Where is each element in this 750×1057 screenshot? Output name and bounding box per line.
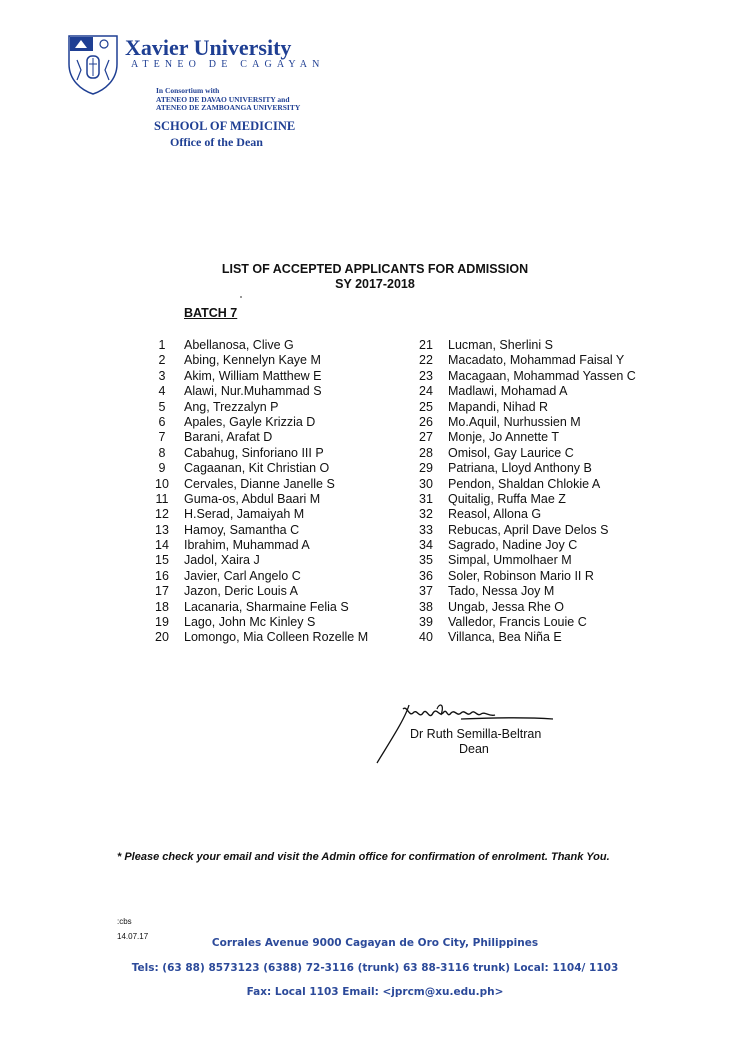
batch-label: BATCH 7 [184, 306, 238, 320]
applicant-number: 25 [419, 399, 433, 414]
applicant-list-left [150, 338, 368, 646]
applicant-name: Simpal, Ummolhaer M [448, 553, 572, 568]
consortium-text [156, 87, 300, 113]
applicant-number: 9 [158, 461, 166, 476]
signatory-name: Dr Ruth Semilla-Beltran [410, 727, 542, 741]
applicant-name: Macadato, Mohammad Faisal Y [448, 353, 625, 368]
applicant-name: Jazon, Deric Louis A [184, 584, 298, 599]
applicant-row [150, 353, 368, 368]
applicant-row [414, 523, 636, 538]
applicant-number: 39 [419, 615, 433, 630]
applicant-name: Tado, Nessa Joy M [448, 584, 555, 599]
footer-address: Corrales Avenue 9000 Cagayan de Oro City, Philippines [211, 937, 539, 949]
applicant-row [150, 461, 368, 476]
applicant-row [414, 353, 636, 368]
applicant-row [414, 492, 636, 507]
applicant-row [414, 600, 636, 615]
university-subtitle: ATENEO DE CAGAYAN [131, 59, 325, 70]
applicant-name: Sagrado, Nadine Joy C [448, 538, 578, 553]
applicant-number: 10 [155, 476, 169, 491]
applicant-name: Ang, Trezzalyn P [184, 399, 279, 414]
applicant-name: Cervales, Dianne Janelle S [184, 476, 335, 491]
applicant-row [150, 400, 368, 415]
applicant-name: Valledor, Francis Louie C [448, 615, 587, 630]
applicant-row [150, 415, 368, 430]
applicant-row [150, 446, 368, 461]
applicant-row [414, 630, 636, 645]
footer-fax-email: Fax: Local 1103 Email: <jprcm@xu.edu.ph> [246, 986, 504, 998]
applicant-name: Reasol, Allona G [448, 507, 542, 522]
applicant-number: 6 [158, 414, 166, 429]
applicant-row [414, 584, 636, 599]
applicant-row [414, 569, 636, 584]
applicant-number: 13 [155, 522, 169, 537]
applicant-number: 3 [158, 368, 166, 383]
applicant-row [150, 384, 368, 399]
applicant-number: 31 [419, 491, 433, 506]
applicant-row [414, 553, 636, 568]
applicant-name: Omisol, Gay Laurice C [448, 445, 574, 460]
university-name: Xavier University [125, 35, 292, 60]
applicant-number: 16 [155, 568, 169, 583]
applicant-name: Ibrahim, Muhammad A [184, 538, 310, 553]
applicant-number: 5 [158, 399, 166, 414]
applicant-row [150, 430, 368, 445]
applicant-number: 8 [158, 445, 166, 460]
applicant-number: 17 [155, 584, 169, 599]
applicant-number: 12 [155, 507, 169, 522]
applicant-number: 24 [419, 384, 433, 399]
applicant-name: Lacanaria, Sharmaine Felia S [184, 599, 349, 614]
applicant-name: Lago, John Mc Kinley S [184, 615, 316, 630]
applicant-row [414, 415, 636, 430]
applicant-name: Monje, Jo Annette T [448, 430, 559, 445]
footer-telephones: Tels: (63 88) 8573123 (6388) 72-3116 (trunk) 63 88-3116 trunk) Local: 1104/ 1103 [131, 962, 619, 974]
applicant-number: 14 [155, 538, 169, 553]
applicant-number: 11 [155, 491, 169, 506]
applicant-name: Mo.Aquil, Nurhussien M [448, 414, 581, 429]
consortium-line: ATENEO DE DAVAO UNIVERSITY and [156, 94, 290, 104]
applicant-name: Javier, Carl Angelo C [184, 568, 301, 583]
applicant-name: Rebucas, April Dave Delos S [448, 522, 609, 537]
applicant-row [150, 538, 368, 553]
title-line-2: SY 2017-2018 [335, 277, 415, 291]
applicant-row [414, 615, 636, 630]
applicant-row [150, 615, 368, 630]
applicant-name: Abellanosa, Clive G [184, 338, 294, 352]
applicant-name: Cabahug, Sinforiano III P [184, 445, 324, 460]
applicant-name: Barani, Arafat D [184, 430, 273, 445]
applicant-number: 7 [158, 430, 166, 445]
office-name: Office of the Dean [170, 135, 263, 149]
applicant-number: 34 [419, 538, 433, 553]
applicant-name: Quitalig, Ruffa Mae Z [448, 491, 566, 506]
applicant-name: Abing, Kennelyn Kaye M [184, 353, 321, 368]
applicant-name: Lomongo, Mia Colleen Rozelle M [184, 630, 369, 645]
applicant-number: 26 [419, 414, 433, 429]
applicant-row [150, 523, 368, 538]
applicant-number: 27 [419, 430, 433, 445]
applicant-number: 32 [419, 507, 433, 522]
applicant-number: 18 [155, 599, 169, 614]
applicant-row [414, 538, 636, 553]
applicant-row [150, 369, 368, 384]
applicant-row [414, 461, 636, 476]
applicant-number: 30 [419, 476, 433, 491]
applicant-number: 29 [419, 461, 433, 476]
applicant-number: 23 [419, 368, 433, 383]
applicant-name: Patriana, Lloyd Anthony B [448, 461, 592, 476]
reference-date: 14.07.17 [117, 932, 149, 941]
applicant-row [150, 630, 368, 645]
applicant-number: 28 [419, 445, 433, 460]
applicant-number: 37 [419, 584, 433, 599]
applicant-row [414, 477, 636, 492]
applicant-name: Jadol, Xaira J [184, 553, 260, 568]
applicant-row [150, 600, 368, 615]
applicant-list-right [414, 338, 636, 646]
applicant-row [150, 553, 368, 568]
applicant-number: 33 [419, 522, 433, 537]
applicant-name: Pendon, Shaldan Chlokie A [448, 476, 601, 491]
applicant-number: 22 [419, 353, 433, 368]
applicant-number: 4 [158, 384, 166, 399]
university-seal-logo [67, 34, 119, 96]
applicant-name: Ungab, Jessa Rhe O [448, 599, 565, 614]
applicant-name: Villanca, Bea Niña E [448, 630, 562, 645]
reference-initials: :cbs [117, 917, 132, 926]
applicant-number: 40 [419, 630, 433, 645]
applicant-row [414, 446, 636, 461]
applicant-name: Cagaanan, Kit Christian O [184, 461, 330, 476]
applicant-row [414, 384, 636, 399]
applicant-number: 19 [155, 615, 169, 630]
applicant-row [414, 338, 636, 353]
applicant-name: Alawi, Nur.Muhammad S [184, 384, 322, 399]
applicant-number: 38 [419, 599, 433, 614]
scan-speck [240, 296, 242, 298]
applicant-name: H.Serad, Jamaiyah M [184, 507, 305, 522]
applicant-number: 21 [419, 338, 433, 352]
applicant-name: Lucman, Sherlini S [448, 338, 553, 352]
applicant-number: 15 [155, 553, 169, 568]
applicant-number: 1 [158, 338, 166, 352]
applicant-number: 2 [158, 353, 166, 368]
applicant-name: Apales, Gayle Krizzia D [184, 414, 316, 429]
applicant-name: Mapandi, Nihad R [448, 399, 549, 414]
consortium-line: ATENEO DE ZAMBOANGA UNIVERSITY [156, 103, 301, 112]
applicant-row [150, 338, 368, 353]
applicant-name: Hamoy, Samantha C [184, 522, 300, 537]
applicant-name: Guma-os, Abdul Baari M [184, 491, 321, 506]
school-name: SCHOOL OF MEDICINE [154, 119, 296, 133]
applicant-row [150, 569, 368, 584]
applicant-number: 35 [419, 553, 433, 568]
confirmation-note: * Please check your email and visit the Admin office for confirmation of enrolment. Thank You. [117, 851, 610, 863]
applicant-row [150, 584, 368, 599]
applicant-row [414, 400, 636, 415]
applicant-name: Soler, Robinson Mario II R [448, 568, 594, 583]
title-line-1: LIST OF ACCEPTED APPLICANTS FOR ADMISSION [221, 262, 529, 276]
applicant-name: Macagaan, Mohammad Yassen C [448, 368, 636, 383]
applicant-name: Akim, William Matthew E [184, 368, 322, 383]
applicant-name: Madlawi, Mohamad A [448, 384, 568, 399]
applicant-row [150, 477, 368, 492]
applicant-number: 36 [419, 568, 433, 583]
applicant-row [414, 507, 636, 522]
applicant-row [150, 507, 368, 522]
applicant-row [414, 430, 636, 445]
applicant-number: 20 [155, 630, 169, 645]
document-title [0, 262, 750, 292]
signatory-title: Dean [459, 742, 489, 756]
applicant-row [150, 492, 368, 507]
applicant-row [414, 369, 636, 384]
consortium-line: In Consortium with [156, 86, 220, 95]
